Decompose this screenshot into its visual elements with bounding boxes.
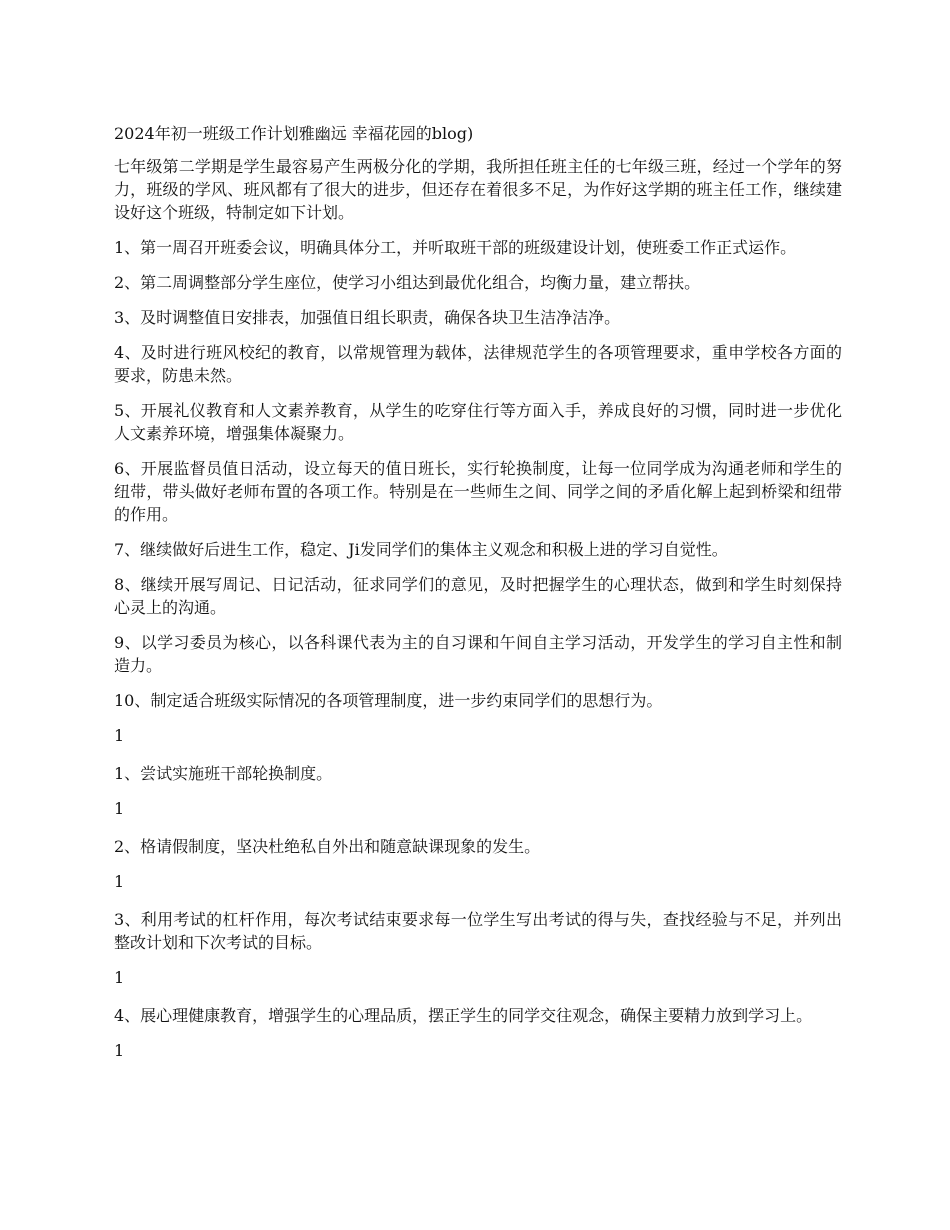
section-number-2: 1 [114, 799, 125, 818]
section-item-2: 2、格请假制度，坚决杜绝私自外出和随意缺课现象的发生。 [114, 837, 541, 856]
plan-item-3: 3、及时调整值日安排表，加强值日组长职责，确保各块卫生洁净洁净。 [114, 308, 621, 327]
plan-item-4: 4、及时进行班风校纪的教育，以常规管理为载体，法律规范学生的各项管理要求，重申学校各方面的要求，防患未然。 [114, 343, 842, 385]
section-item-3: 3、利用考试的杠杆作用，每次考试结束要求每一位学生写出考试的得与失，查找经验与不足，并列出整改计划和下次考试的目标。 [114, 910, 842, 952]
section-number-4: 1 [114, 968, 125, 987]
plan-item-8: 8、继续开展写周记、日记活动，征求同学们的意见，及时把握学生的心理状态，做到和学生时刻保持心灵上的沟通。 [114, 575, 842, 617]
plan-item-10: 10、制定适合班级实际情况的各项管理制度，进一步约束同学们的思想行为。 [114, 691, 663, 710]
trailing-number: 1 [114, 1041, 125, 1060]
plan-item-6: 6、开展监督员值日活动，设立每天的值日班长，实行轮换制度，让每一位同学成为沟通老师和学生的纽带，带头做好老师布置的各项工作。特别是在一些师生之间、同学之间的矛盾化解上起到桥梁和纽带的作用。 [114, 459, 842, 524]
section-number-3: 1 [114, 872, 125, 891]
document-body [114, 122, 842, 1077]
section-number-1: 1 [114, 726, 125, 745]
section-item-1: 1、尝试实施班干部轮换制度。 [114, 764, 333, 783]
plan-item-9: 9、以学习委员为核心，以各科课代表为主的自习课和午间自主学习活动，开发学生的学习自主性和制造力。 [114, 633, 842, 675]
plan-item-5: 5、开展礼仪教育和人文素养教育，从学生的吃穿住行等方面入手，养成良好的习惯，同时进一步优化人文素养环境，增强集体凝聚力。 [114, 401, 842, 443]
plan-item-7: 7、继续做好后进生工作，稳定、Ji发同学们的集体主义观念和积极上进的学习自觉性。 [114, 540, 728, 559]
document-title: 2024年初一班级工作计划雅幽远 幸福花园的blog) [114, 124, 474, 143]
plan-item-1: 1、第一周召开班委会议，明确具体分工，并听取班干部的班级建设计划，使班委工作正式运作。 [114, 238, 797, 257]
section-item-4: 4、展心理健康教育，增强学生的心理品质，摆正学生的同学交往观念，确保主要精力放到学习上。 [114, 1006, 813, 1025]
intro-paragraph: 七年级第二学期是学生最容易产生两极分化的学期，我所担任班主任的七年级三班，经过一个学年的努力，班级的学风、班风都有了很大的进步，但还存在着很多不足，为作好这学期的班主任工作，继续建设好这个班级，特制定如下计划。 [114, 157, 842, 222]
plan-item-2: 2、第二周调整部分学生座位，使学习小组达到最优化组合，均衡力量，建立帮扶。 [114, 273, 701, 292]
